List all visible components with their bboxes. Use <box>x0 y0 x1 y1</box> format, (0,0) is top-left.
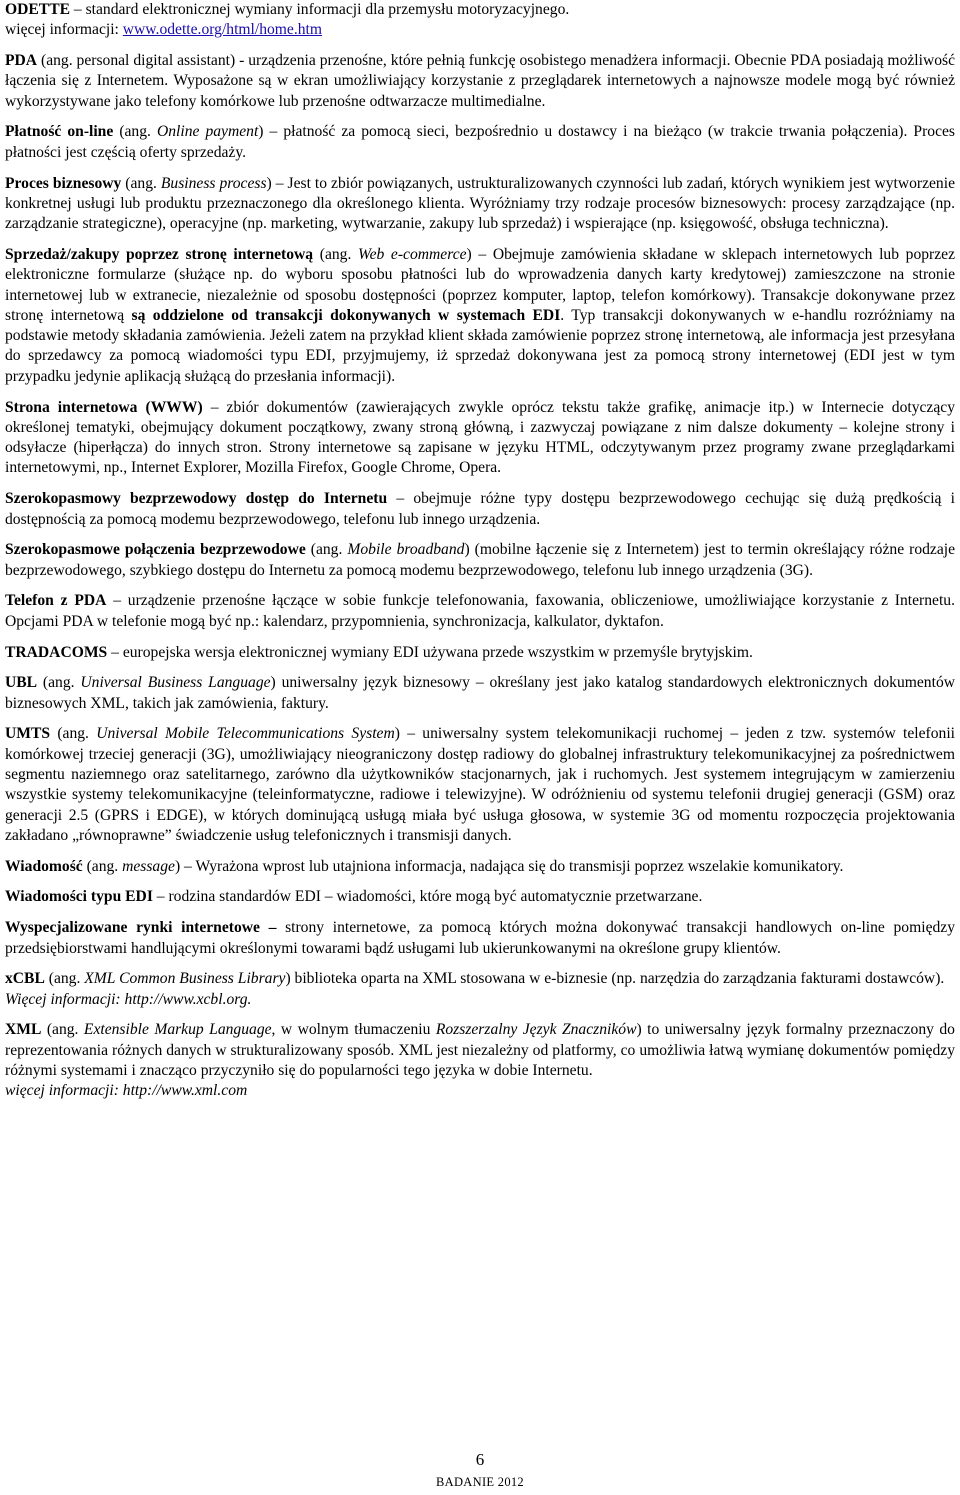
more-info-line <box>5 990 955 1010</box>
definition-text: ) to uniwersalny język formalny przeznaczony do reprezentowania różnych danych w strukturalizowany sposób. XML jest niezależny od platformy, co umożliwia łatwą wymianę dokumentów pomiędzy różnymi systemami i znacząco przyczyniło się do popularności tego języka w dobie Internetu. <box>5 1021 955 1080</box>
glossary-term: Telefon z PDA <box>5 592 107 610</box>
glossary-entry-ubl <box>5 673 955 714</box>
definition-text: (ang. <box>50 725 97 743</box>
glossary-term: Płatność on-line <box>5 123 114 141</box>
definition-text: ) – płatność za pomocą sieci, bezpośrednio u dostawcy i na bieżąco (w trakcie trwania połączenia). Proces płatności jest częścią oferty sprzedaży. <box>5 123 955 161</box>
glossary-entries <box>5 0 955 1102</box>
definition-text: message <box>122 857 175 875</box>
glossary-entry-pda <box>5 51 955 112</box>
glossary-entry-wiadomosci-edi <box>5 887 955 907</box>
definition-text: , w wolnym tłumaczeniu <box>271 1021 436 1039</box>
glossary-term: TRADACOMS <box>5 643 108 661</box>
glossary-entry-proces <box>5 174 955 235</box>
glossary-entry-platnosc <box>5 122 955 163</box>
glossary-page <box>5 0 955 1112</box>
page-number: 6 <box>475 1450 485 1469</box>
definition-text: ) uniwersalny język biznesowy – określany jest jako katalog standardowych elektronicznych dokumentów biznesowych XML, takich jak zamówienia, faktury. <box>5 674 955 712</box>
glossary-term: Sprzedaż/zakupy poprzez stronę internetową <box>5 245 314 263</box>
definition-text: (ang. <box>37 674 81 692</box>
definition-text: ) – Wyrażona wprost lub utajniona informacja, nadająca się do transmisji poprzez wszelakie komunikatory. <box>174 857 844 875</box>
glossary-term: Wyspecjalizowane rynki internetowe – <box>5 919 277 937</box>
glossary-term: XML <box>5 1021 42 1039</box>
definition-text: XML Common Business Library <box>84 970 286 988</box>
glossary-entry-telefon <box>5 591 955 632</box>
glossary-entry-strona <box>5 398 955 479</box>
definition-text: (ang. <box>313 245 359 263</box>
glossary-term: UBL <box>5 674 38 692</box>
definition-text: ) biblioteka oparta na XML stosowana w e-biznesie (np. narzędzia do zarządzania fakturami dostawców). <box>285 970 945 988</box>
more-info-label: więcej informacji: <box>5 1082 123 1100</box>
glossary-entry-szerokopasmowe <box>5 540 955 581</box>
definition-text: (ang. <box>305 541 348 559</box>
definition-text: ) (mobilne łączenie się z Internetem) jest to termin określający różne rodzaje bezprzewodowego, szybkiego dostępu do Internetu za pomocą modemu bezprzewodowego, telefonu lub innego urządzenia (3G). <box>5 541 956 579</box>
more-info-label: więcej informacji: <box>5 21 123 39</box>
glossary-entry-wiadomosc <box>5 857 955 877</box>
definition-text: (ang. personal digital assistant) - urządzenia przenośne, które pełnią funkcję osobistego menadżera informacji. Obecnie PDA posiadają możliwość łączenia się z Internetem. Wyposażone są w ekran umożliwiający korzystanie z przeglądarek internetowych a najnowsze modele mogą być również wykorzystywane jako telefony komórkowe lub przenośne odtwarzacze multimedialne. <box>5 52 955 110</box>
definition-text: Universal Mobile Telecommunications System <box>96 725 395 743</box>
glossary-term: UMTS <box>5 725 51 743</box>
definition-text: ) – uniwersalny system telekomunikacji ruchomej – jeden z tzw. systemów telefonii komórkowej trzeciej generacji (3G), umożliwiający nieograniczony dostęp radiowy do globalnej infrastruktury telekomunikacyjnej za pośrednictwem segmentu naziemnego oraz satelitarnego, zarówno dla użytkowników stacjonarnych, jak i ruchomych. Jest systemem integrującym w zamierzeniu wszystkie systemy telekomunikacyjne (teleinformatyczne, radiowe i telewizyjne). W odróżnieniu od systemu telefonii drugiej generacji (GSM) oraz generacji 2.5 (GPRS i EDGE), w których dominującą usługą miała być usługa głosowa, w systemie 3G od momentu rozpoczęcia projektowania zakładano „równoprawne” świadczenie usług telefonicznych i transmisji danych. <box>5 725 955 844</box>
more-info-line <box>5 20 955 40</box>
definition-text: – zbiór dokumentów (zawierających zwykle oprócz tekstu także grafikę, animacje itp.) w Internecie dotyczący określonej tematyki, obejmujący dokument początkowy, zwany stroną główną, i zazwyczaj powiązane z nim dalsze dokumenty – kolejne strony i odsyłacze (hiperłącza) do innych stron. Strony internetowe są zapisane w języku HTML, odczytywanym przez programy zwane przeglądarkami internetowymi, np., Internet Explorer, Mozilla Firefox, Google Chrome, Opera. <box>5 398 955 477</box>
glossary-term: Szerokopasmowe połączenia bezprzewodowe <box>5 541 306 559</box>
glossary-entry-szerokopasmowy <box>5 489 955 530</box>
more-info-label: Więcej informacji: <box>5 990 125 1008</box>
definition-text: – standard elektronicznej wymiany informacji dla przemysłu motoryzacyjnego. <box>70 1 570 18</box>
more-info-line <box>5 1081 955 1101</box>
definition-text: Business process <box>160 174 267 192</box>
glossary-term: Strona internetowa (WWW) <box>5 398 203 416</box>
definition-text: . Typ transakcji dokonywanych w e-handlu rozróżniamy na podstawie metody składania zamówienia. Jeżeli zatem na przykład klient składa zamówienie poprzez stronę internetową, ale informacja jest przesyłana do sprzedawcy za pomocą wiadomości typu EDI, przyjmujemy, iż sprzedaż dokonywana jest za pomocą strony internetowej (EDI jest w tym przypadku jedynie aplikacją służącą do przesłania informacji). <box>5 306 955 385</box>
definition-text: Web e-commerce <box>358 245 467 263</box>
glossary-term: Wiadomość <box>5 857 83 875</box>
more-info-link[interactable]: http://www.xml.com <box>122 1082 248 1100</box>
definition-text: ) – Jest to zbiór powiązanych, ustrukturalizowanych czynności lub zadań, których wynikiem jest wytworzenie konkretnej usługi lub produktu przeznaczonego dla określonego klienta. Wyróżniamy trzy rodzaje procesów biznesowych: procesy zarządzające (np. zarządzanie strategiczne), operacyjne (np. marketing, wytwarzanie, zakupy lub sprzedaż) i wspierające (np. księgowość, obsługa techniczna). <box>5 174 955 233</box>
definition-text: Rozszerzalny Język Znaczników <box>435 1021 637 1039</box>
definition-text: (ang. <box>41 1021 84 1039</box>
glossary-entry-odette <box>5 0 955 20</box>
glossary-term: Proces biznesowy <box>5 174 122 192</box>
definition-text: – obejmuje różne typy dostępu bezprzewodowego cechując się dużą prędkością i dostępnością za pomocą modemu bezprzewodowego, telefonu lub innego urządzenia. <box>5 490 955 528</box>
glossary-entry-wyspecjalizowane <box>5 918 955 959</box>
definition-text: Mobile broadband <box>347 541 465 559</box>
glossary-term: Wiadomości typu EDI <box>5 888 153 906</box>
definition-text: Extensible Markup Language <box>83 1021 272 1039</box>
more-info-link[interactable]: http://www.xcbl.org. <box>124 990 252 1008</box>
definition-text: Online payment <box>156 123 259 141</box>
glossary-term: PDA <box>5 52 38 70</box>
more-info-link[interactable]: www.odette.org/html/home.htm <box>122 21 323 39</box>
glossary-entry-umts <box>5 724 955 846</box>
definition-text: – urządzenie przenośne łączące w sobie funkcje telefonowania, faxowania, obliczeniowe, umożliwiające korzystanie z Internetu. Opcjami PDA w telefonie mogą być np.: kalendarz, przypomnienia, synchronizacja, kalkulator, dyktafon. <box>5 592 955 630</box>
glossary-entry-xml <box>5 1020 955 1081</box>
definition-text: – rodzina standardów EDI – wiadomości, które mogą być automatycznie przetwarzane. <box>152 888 703 906</box>
definition-text: są oddzielone od transakcji dokonywanych w systemach EDI <box>131 306 561 324</box>
definition-text: strony internetowe, za pomocą których można dokonywać transakcji handlowych on-line pomiędzy przedsiębiorstwami handlującymi określonymi towarami bądź usługami lub ukierunkowanymi na określone grupy klientów. <box>5 919 955 957</box>
definition-text: (ang. <box>113 123 157 141</box>
definition-text: Universal Business Language <box>80 674 271 692</box>
definition-text: (ang. <box>121 174 161 192</box>
definition-text: – europejska wersja elektronicznej wymiany EDI używana przede wszystkim w przemyśle brytyjskim. <box>107 643 753 661</box>
glossary-term: xCBL <box>5 970 45 988</box>
glossary-entry-xcbl <box>5 969 955 989</box>
definition-text: ) – Obejmuje zamówienia składane w sklepach internetowych lub poprzez elektroniczne formularze (służące np. do wyboru sposobu płatności lub do wprowadzenia danych karty kredytowej) zamieszczone na stronie internetowej lub w extranecie, niezależnie od sposobu dostępności (poprzez komputer, laptop, telefon komórkowy). Transakcje dokonywane przez stronę internetową <box>5 245 955 324</box>
definition-text: (ang. <box>82 857 123 875</box>
footer-label: BADANIE 2012 <box>436 1475 524 1489</box>
glossary-term: ODETTE <box>5 1 70 18</box>
glossary-entry-sprzedaz <box>5 245 955 387</box>
glossary-term: Szerokopasmowy bezprzewodowy dostęp do Internetu <box>5 490 388 508</box>
definition-text: (ang. <box>44 970 85 988</box>
glossary-entry-tradacoms <box>5 643 955 663</box>
